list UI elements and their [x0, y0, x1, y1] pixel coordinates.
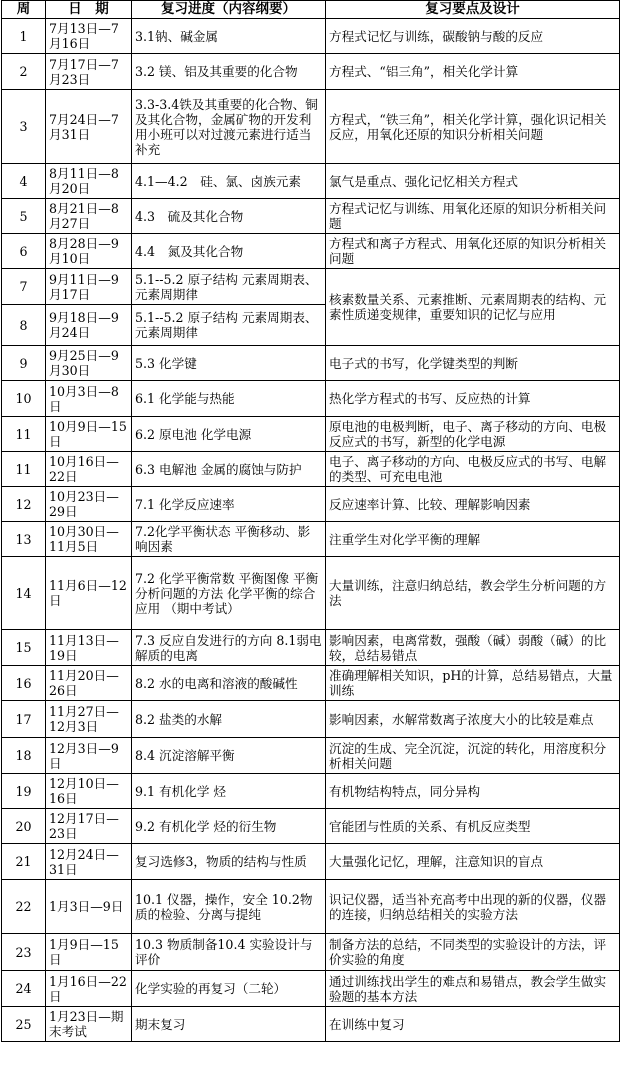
table-row — [2, 971, 620, 1007]
table-row — [2, 381, 620, 417]
date-cell: 1月16日—22日 — [46, 971, 132, 1007]
table-row — [2, 934, 620, 971]
content-cell: 3.3-3.4铁及其重要的化合物、铜及其化合物，金属矿物的开发利用小班可以对过渡元素进行适当补充 — [132, 90, 326, 164]
points-cell: 方程式、“铝三角”，相关化学计算 — [326, 54, 620, 90]
date-cell: 11月27日—12月3日 — [46, 701, 132, 738]
header-week: 周 — [2, 1, 46, 19]
date-cell: 10月3日—8日 — [46, 381, 132, 417]
points-cell: 氯气是重点、强化记忆相关方程式 — [326, 164, 620, 199]
date-cell: 11月13日—19日 — [46, 630, 132, 666]
points-cell: 方程式记忆与训练，碳酸钠与酸的反应 — [326, 19, 620, 54]
date-cell: 10月30日—11月5日 — [46, 522, 132, 557]
table-row — [2, 452, 620, 487]
week-cell: 23 — [2, 934, 46, 971]
points-cell: 大量训练，注意归纳总结，教会学生分析问题的方法 — [326, 557, 620, 630]
content-cell: 7.1 化学反应速率 — [132, 487, 326, 522]
points-cell: 通过训练找出学生的难点和易错点，教会学生做实验题的基本方法 — [326, 971, 620, 1007]
date-cell: 10月16日—22日 — [46, 452, 132, 487]
date-cell: 1月23日—期末考试 — [46, 1007, 132, 1042]
week-cell: 5 — [2, 199, 46, 234]
date-cell: 12月24日—31日 — [46, 844, 132, 880]
points-cell: 核素数量关系、元素推断、元素周期表的结构、元素性质递变规律，重要知识的记忆与应用 — [326, 269, 620, 346]
points-cell: 原电池的电极判断，电子、离子移动的方向、电极反应式的书写，新型的化学电源 — [326, 417, 620, 452]
content-cell: 7.3 反应自发进行的方向 8.1弱电解质的电离 — [132, 630, 326, 666]
week-cell: 1 — [2, 19, 46, 54]
content-cell: 复习选修3，物质的结构与性质 — [132, 844, 326, 880]
week-cell: 16 — [2, 666, 46, 701]
content-cell: 10.1 仪器，操作，安全 10.2物质的检验、分离与提纯 — [132, 880, 326, 934]
date-cell: 9月11日—9月17日 — [46, 269, 132, 305]
date-cell: 7月17日—7月23日 — [46, 54, 132, 90]
date-cell: 12月3日—9日 — [46, 738, 132, 774]
content-cell: 化学实验的再复习（二轮） — [132, 971, 326, 1007]
week-cell: 11 — [2, 452, 46, 487]
content-cell: 10.3 物质制备10.4 实验设计与评价 — [132, 934, 326, 971]
content-cell: 4.3 硫及其化合物 — [132, 199, 326, 234]
table-row — [2, 417, 620, 452]
table-row — [2, 199, 620, 234]
points-cell: 影响因素，水解常数离子浓度大小的比较是难点 — [326, 701, 620, 738]
date-cell: 7月24日—7月31日 — [46, 90, 132, 164]
header-points: 复习要点及设计 — [326, 1, 620, 19]
date-cell: 12月17日—23日 — [46, 809, 132, 844]
table-row — [2, 522, 620, 557]
date-cell: 9月18日—9月24日 — [46, 305, 132, 346]
week-cell: 21 — [2, 844, 46, 880]
date-cell: 12月10日—16日 — [46, 774, 132, 809]
week-cell: 17 — [2, 701, 46, 738]
points-cell: 反应速率计算、比较、理解影响因素 — [326, 487, 620, 522]
points-cell: 热化学方程式的书写、反应热的计算 — [326, 381, 620, 417]
table-row — [2, 666, 620, 701]
table-row — [2, 844, 620, 880]
table-row — [2, 809, 620, 844]
week-cell: 13 — [2, 522, 46, 557]
week-cell: 15 — [2, 630, 46, 666]
content-cell: 3.1钠、碱金属 — [132, 19, 326, 54]
table-row — [2, 346, 620, 381]
points-cell: 方程式和离子方程式、用氧化还原的知识分析相关问题 — [326, 234, 620, 269]
week-cell: 6 — [2, 234, 46, 269]
table-row — [2, 269, 620, 305]
points-cell: 注重学生对化学平衡的理解 — [326, 522, 620, 557]
points-cell: 在训练中复习 — [326, 1007, 620, 1042]
week-cell: 2 — [2, 54, 46, 90]
content-cell: 期末复习 — [132, 1007, 326, 1042]
content-cell: 9.1 有机化学 烃 — [132, 774, 326, 809]
date-cell: 11月20日—26日 — [46, 666, 132, 701]
date-cell: 1月9日—15日 — [46, 934, 132, 971]
week-cell: 7 — [2, 269, 46, 305]
review-schedule-table — [1, 0, 620, 1042]
date-cell: 1月3日—9日 — [46, 880, 132, 934]
table-row — [2, 164, 620, 199]
week-cell: 14 — [2, 557, 46, 630]
content-cell: 9.2 有机化学 烃的衍生物 — [132, 809, 326, 844]
week-cell: 20 — [2, 809, 46, 844]
content-cell: 5.1--5.2 原子结构 元素周期表、元素周期律 — [132, 305, 326, 346]
content-cell: 4.1—4.2 硅、氯、卤族元素 — [132, 164, 326, 199]
table-row — [2, 19, 620, 54]
week-cell: 10 — [2, 381, 46, 417]
points-cell: 制备方法的总结，不同类型的实验设计的方法，评价实验的角度 — [326, 934, 620, 971]
date-cell: 9月25日—9月30日 — [46, 346, 132, 381]
content-cell: 3.2 镁、铝及其重要的化合物 — [132, 54, 326, 90]
date-cell: 7月13日—7月16日 — [46, 19, 132, 54]
table-row — [2, 738, 620, 774]
content-cell: 8.4 沉淀溶解平衡 — [132, 738, 326, 774]
points-cell: 大量强化记忆，理解，注意知识的盲点 — [326, 844, 620, 880]
date-cell: 10月23日—29日 — [46, 487, 132, 522]
week-cell: 9 — [2, 346, 46, 381]
table-row — [2, 1007, 620, 1042]
date-cell: 8月21日—8月27日 — [46, 199, 132, 234]
header-date: 日 期 — [46, 1, 132, 19]
table-row — [2, 234, 620, 269]
week-cell: 11 — [2, 417, 46, 452]
date-cell: 10月9日—15日 — [46, 417, 132, 452]
points-cell: 电子、离子移动的方向、电极反应式的书写、电解的类型、可充电电池 — [326, 452, 620, 487]
points-cell: 有机物结构特点，同分异构 — [326, 774, 620, 809]
date-cell: 8月11日—8月20日 — [46, 164, 132, 199]
content-cell: 4.4 氮及其化合物 — [132, 234, 326, 269]
content-cell: 6.2 原电池 化学电源 — [132, 417, 326, 452]
content-cell: 7.2化学平衡状态 平衡移动、影响因素 — [132, 522, 326, 557]
points-cell: 方程式，“铁三角”，相关化学计算，强化识记相关反应，用氧化还原的知识分析相关问题 — [326, 90, 620, 164]
table-row — [2, 487, 620, 522]
week-cell: 12 — [2, 487, 46, 522]
content-cell: 7.2 化学平衡常数 平衡图像 平衡分析问题的方法 化学平衡的综合应用 （期中考试） — [132, 557, 326, 630]
content-cell: 5.3 化学键 — [132, 346, 326, 381]
points-cell: 方程式记忆与训练、用氧化还原的知识分析相关问题 — [326, 199, 620, 234]
content-cell: 6.3 电解池 金属的腐蚀与防护 — [132, 452, 326, 487]
week-cell: 4 — [2, 164, 46, 199]
table-row — [2, 701, 620, 738]
week-cell: 24 — [2, 971, 46, 1007]
content-cell: 6.1 化学能与热能 — [132, 381, 326, 417]
points-cell: 官能团与性质的关系、有机反应类型 — [326, 809, 620, 844]
points-cell: 电子式的书写，化学键类型的判断 — [326, 346, 620, 381]
week-cell: 19 — [2, 774, 46, 809]
table-row — [2, 54, 620, 90]
week-cell: 8 — [2, 305, 46, 346]
table-row — [2, 90, 620, 164]
header-content: 复习进度（内容纲要） — [132, 1, 326, 19]
points-cell: 沉淀的生成、完全沉淀，沉淀的转化，用溶度积分析相关问题 — [326, 738, 620, 774]
points-cell: 识记仪器，适当补充高考中出现的新的仪器，仪器的连接，归纳总结相关的实验方法 — [326, 880, 620, 934]
header-row — [2, 1, 620, 19]
week-cell: 3 — [2, 90, 46, 164]
table-row — [2, 880, 620, 934]
points-cell: 准确理解相关知识，pH的计算，总结易错点，大量训练 — [326, 666, 620, 701]
week-cell: 18 — [2, 738, 46, 774]
week-cell: 25 — [2, 1007, 46, 1042]
table-row — [2, 630, 620, 666]
points-cell: 影响因素，电离常数，强酸（碱）弱酸（碱）的比较，总结易错点 — [326, 630, 620, 666]
content-cell: 8.2 水的电离和溶液的酸碱性 — [132, 666, 326, 701]
table-row — [2, 557, 620, 630]
date-cell: 11月6日—12日 — [46, 557, 132, 630]
date-cell: 8月28日—9月10日 — [46, 234, 132, 269]
content-cell: 8.2 盐类的水解 — [132, 701, 326, 738]
week-cell: 22 — [2, 880, 46, 934]
content-cell: 5.1--5.2 原子结构 元素周期表、元素周期律 — [132, 269, 326, 305]
table-row — [2, 774, 620, 809]
